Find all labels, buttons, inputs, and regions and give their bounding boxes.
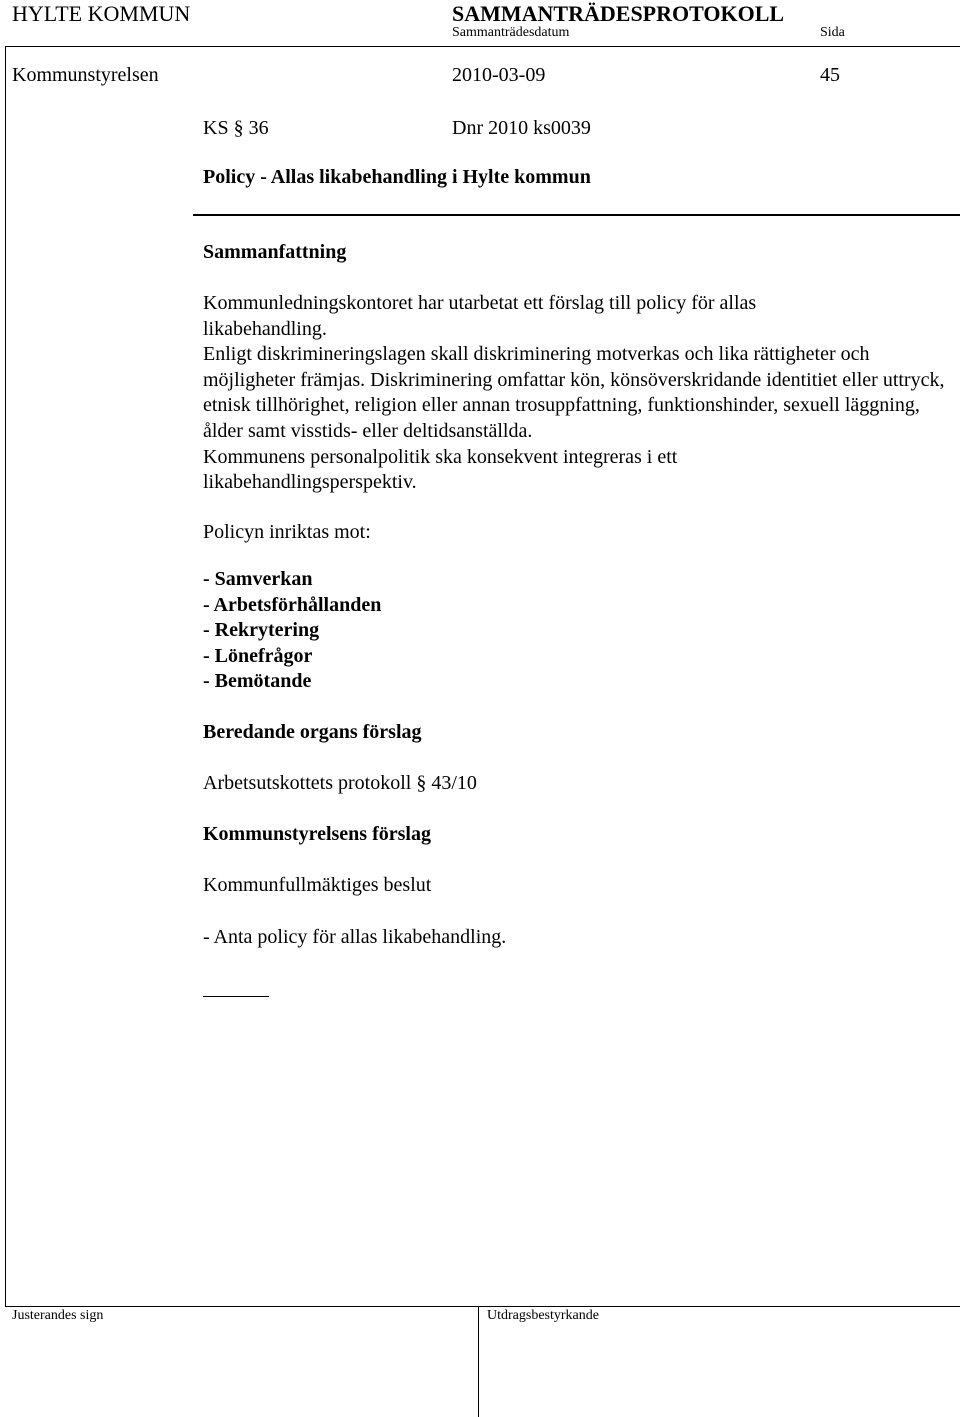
list-item: - Rekrytering bbox=[203, 619, 320, 642]
list-item: - Samverkan bbox=[203, 568, 313, 590]
certification-label: Utdragsbestyrkande bbox=[487, 1308, 599, 1323]
preparatory-text: Arbetsutskottets protokoll § 43/10 bbox=[203, 772, 477, 794]
footer-rule bbox=[5, 1306, 960, 1307]
header-left-border bbox=[5, 46, 6, 216]
summary-policy-line-1: Kommunens personalpolitik ska konsekvent integreras i ett bbox=[203, 445, 678, 468]
end-mark-rule bbox=[203, 996, 269, 997]
focus-list bbox=[203, 567, 381, 695]
item-title: Policy - Allas likabehandling i Hylte kommun bbox=[203, 166, 591, 188]
list-item: - Bemötande bbox=[203, 670, 312, 693]
preparatory-heading: Beredande organs förslag bbox=[203, 721, 422, 743]
footer-divider bbox=[478, 1306, 479, 1417]
page-label: Sida bbox=[820, 25, 845, 40]
focus-intro: Policyn inriktas mot: bbox=[203, 521, 371, 543]
meeting-date-label: Sammanträdesdatum bbox=[452, 25, 570, 40]
title-rule bbox=[193, 214, 960, 216]
summary-line-1: Kommunledningskontoret har utarbetat ett förslag till policy för allas bbox=[203, 292, 757, 314]
list-item: - Lönefrågor bbox=[203, 644, 313, 667]
summary-paragraph: Enligt diskrimineringslagen skall diskriminering motverkas och lika rättigheter och möjligheter främjas. Diskriminering omfattar kön, könsöverskridande identitiet eller uttryck, etnisk tillhörighet, religion eller annan trosuppfattning, funktionshinder, sexuell läggning, ålder samt visstids- eller deltidsanställda. bbox=[203, 343, 945, 442]
summary-heading: Sammanfattning bbox=[203, 241, 347, 263]
proposal-heading: Kommunstyrelsens förslag bbox=[203, 823, 431, 845]
document-title: SAMMANTRÄDESPROTOKOLL bbox=[452, 1, 785, 26]
summary-body bbox=[203, 291, 953, 496]
signature-label: Justerandes sign bbox=[12, 1308, 104, 1323]
left-margin-rule bbox=[5, 216, 6, 1306]
item-dnr: Dnr 2010 ks0039 bbox=[452, 117, 591, 139]
meeting-date: 2010-03-09 bbox=[452, 64, 546, 86]
municipality-name: HYLTE KOMMUN bbox=[12, 1, 191, 26]
header-rule bbox=[5, 46, 960, 47]
proposal-line-1: Kommunfullmäktiges beslut bbox=[203, 874, 432, 896]
summary-line-2: likabehandling. bbox=[203, 317, 327, 340]
list-item: - Arbetsförhållanden bbox=[203, 593, 382, 616]
item-number: KS § 36 bbox=[203, 117, 269, 139]
proposal-line-2: - Anta policy för allas likabehandling. bbox=[203, 926, 507, 948]
board-name: Kommunstyrelsen bbox=[12, 64, 159, 86]
summary-policy-line-2: likabehandlingsperspektiv. bbox=[203, 471, 417, 494]
page-number: 45 bbox=[820, 64, 840, 86]
